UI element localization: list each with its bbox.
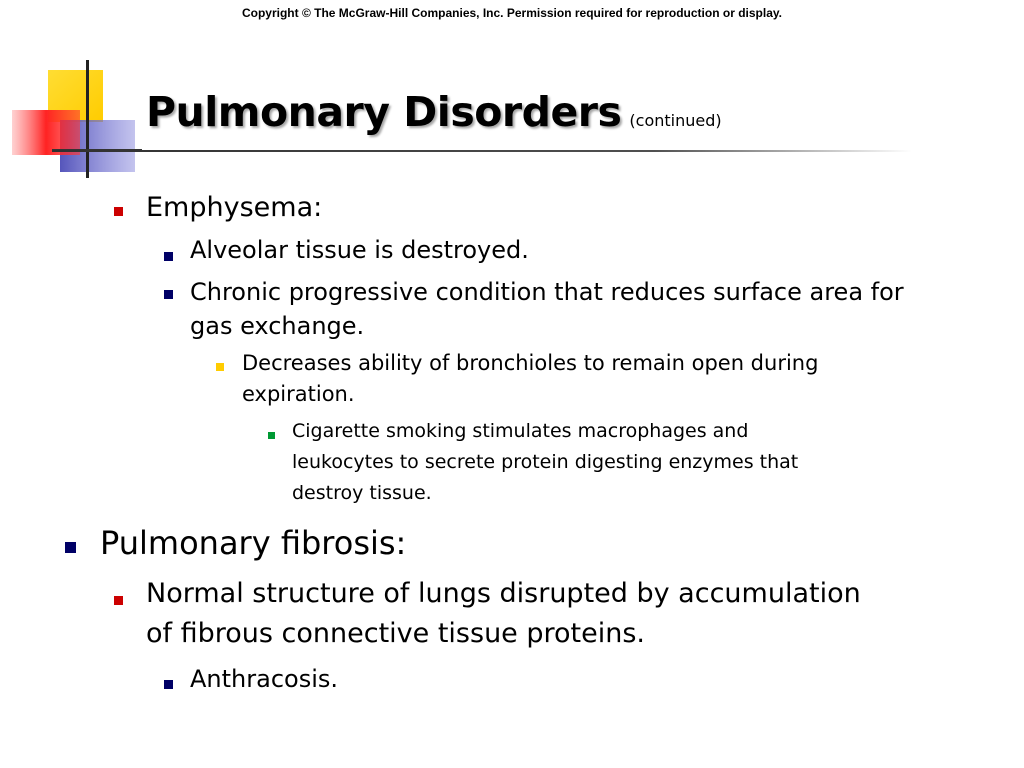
title-underline xyxy=(52,150,912,152)
emphysema-subsub-1-line-2: leukocytes to secrete protein digesting enzymes that xyxy=(292,451,799,473)
bullet-square-icon xyxy=(164,290,173,299)
fibrosis-point-1-line-1: Normal structure of lungs disrupted by accumulation xyxy=(146,578,861,609)
emphysema-point-2-line-1: Chronic progressive condition that reduces surface area for xyxy=(190,278,904,306)
fibrosis-heading: Pulmonary fibrosis: xyxy=(100,524,407,562)
slide-title-block xyxy=(146,88,722,136)
emphysema-subsub-1-line-1: Cigarette smoking stimulates macrophages and xyxy=(292,420,749,442)
fibrosis-sub-1: Anthracosis. xyxy=(190,665,339,693)
emphysema-sub-1-line-1: Decreases ability of bronchioles to remain open during xyxy=(242,351,819,375)
decorative-squares-logo xyxy=(0,55,150,185)
emphysema-point-2-line-2: gas exchange. xyxy=(190,312,365,340)
bullet-square-icon xyxy=(164,252,173,261)
emphysema-subsub-1-line-3: destroy tissue. xyxy=(292,482,432,504)
bullet-square-icon xyxy=(65,542,76,553)
slide-subtitle: (continued) xyxy=(629,111,722,130)
slide-title: Pulmonary Disorders xyxy=(146,88,622,136)
bullet-square-icon xyxy=(114,207,123,216)
copyright-notice: Copyright © The McGraw-Hill Companies, Inc. Permission required for reproduction or display. xyxy=(241,6,783,20)
bullet-square-icon xyxy=(268,432,275,439)
emphysema-sub-1-line-2: expiration. xyxy=(242,382,355,406)
fibrosis-point-1-line-2: of fibrous connective tissue proteins. xyxy=(146,618,645,649)
bullet-square-icon xyxy=(216,363,224,371)
bullet-square-icon xyxy=(164,680,173,689)
emphysema-heading: Emphysema: xyxy=(146,192,323,223)
bullet-square-icon xyxy=(114,596,123,605)
emphysema-point-1: Alveolar tissue is destroyed. xyxy=(190,236,529,264)
